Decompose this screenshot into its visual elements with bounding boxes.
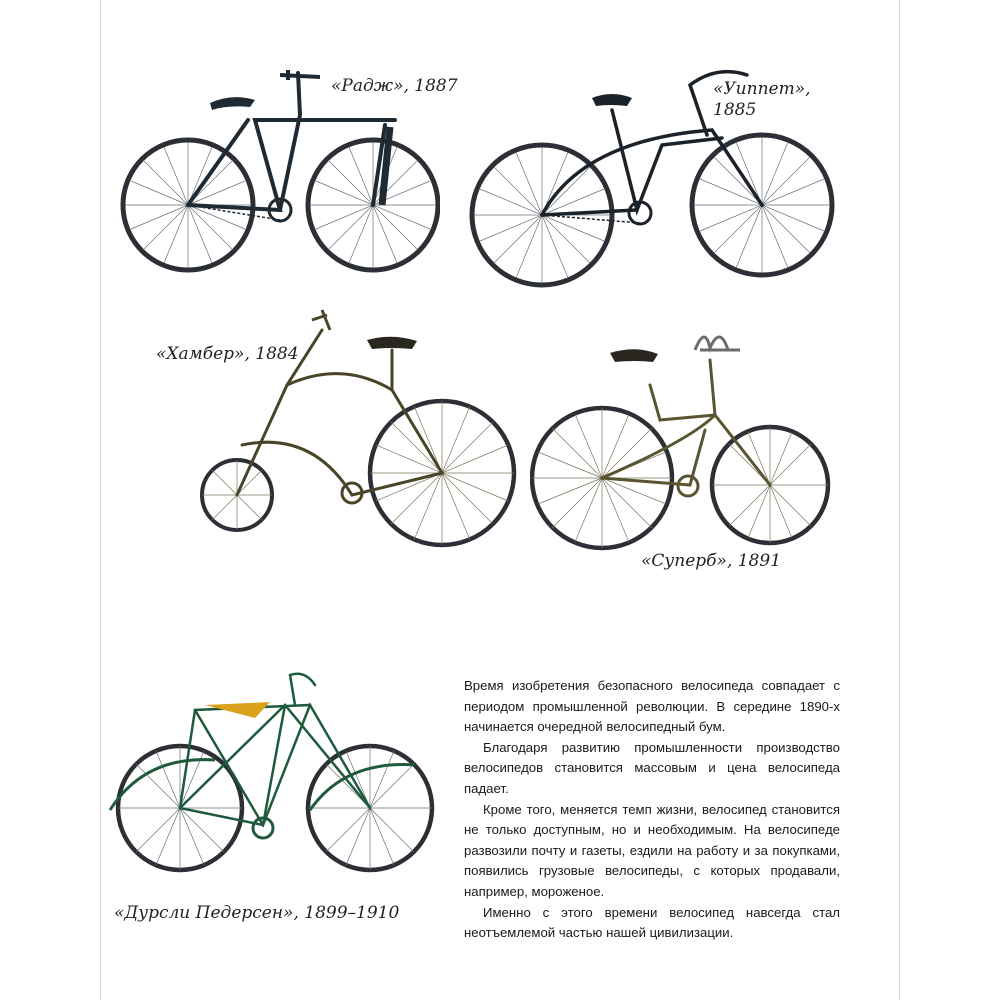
whippet-caption-year: 1885	[713, 100, 757, 120]
article-text	[464, 676, 840, 944]
superb-bicycle-illustration	[530, 320, 840, 555]
superb-caption: «Суперб», 1891	[641, 551, 782, 571]
paragraph-4: Именно с этого времени велосипед навсегда стал неотъемлемой частью нашей цивилизации.	[464, 904, 840, 941]
paragraph-3: Кроме того, меняется темп жизни, велосипед становится не только доступным, но и необходимым. На велосипеде развозили почту и газеты, ездили на работу и за покупками, появились грузовые велосипеды, с которых продавали, например, мороженое.	[464, 801, 840, 899]
humber-caption: «Хамбер», 1884	[156, 344, 299, 364]
radzh-caption: «Радж», 1887	[331, 76, 458, 96]
page-left-edge	[100, 0, 101, 1000]
book-page	[100, 0, 900, 1000]
page-right-edge	[899, 0, 900, 1000]
dursley-pedersen-bicycle-illustration	[105, 660, 450, 875]
paragraph-1: Время изобретения безопасного велосипеда совпадает с периодом промышленной революции. В середине 1890-х начинается очередной велосипедный бум.	[464, 678, 840, 735]
dursley-pedersen-caption: «Дурсли Педерсен», 1899–1910	[114, 903, 400, 923]
whippet-caption-name: «Уиппет»,	[713, 79, 811, 99]
paragraph-2: Благодаря развитию промышленности производство велосипедов становится массовым и цена велосипеда падает.	[464, 739, 840, 796]
